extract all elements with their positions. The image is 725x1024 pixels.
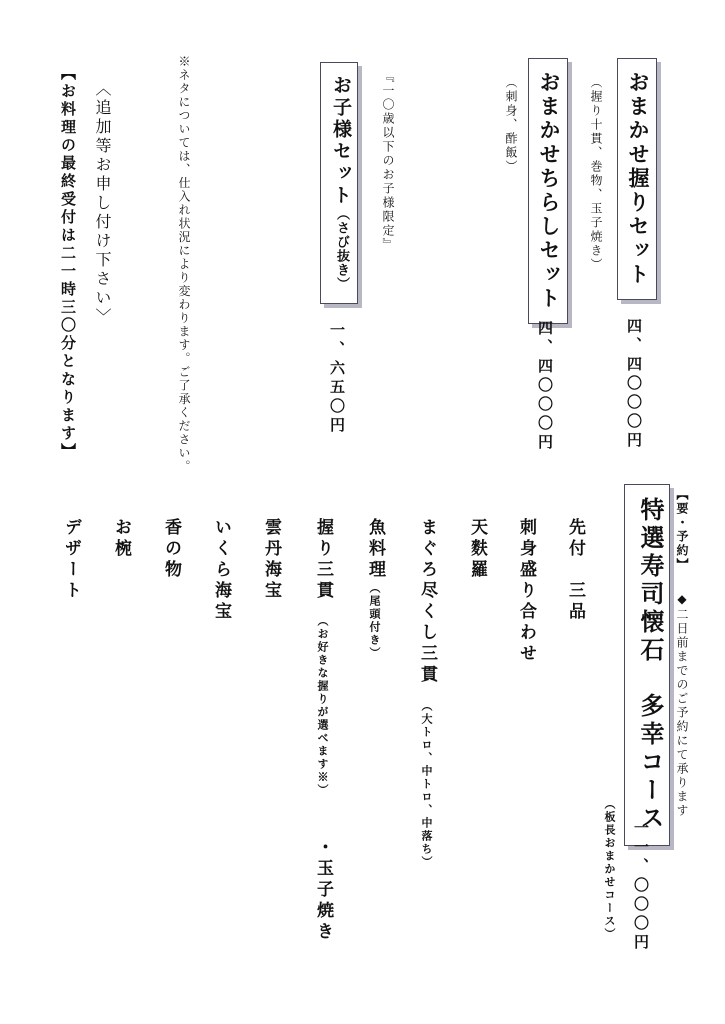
course-item-nigiri-note: （お好きな握りが選べます※） xyxy=(316,615,329,797)
course-item-owan: お椀 xyxy=(111,518,131,560)
course-item-fish: 魚料理 xyxy=(365,518,385,581)
kids-set-age-note: 『一〇歳以下のお子様限定』 xyxy=(381,70,395,252)
nigiri-set-contents: （握り十貫、巻物、玉子焼き） xyxy=(589,76,603,272)
chirashi-set-title: おまかせちらしセット xyxy=(528,58,568,324)
course-item-sakizuke: 先付 三品 xyxy=(565,518,585,623)
kids-set-title-text: お子様セット xyxy=(330,75,352,207)
nigiri-set-title: おまかせ握りセット xyxy=(617,58,657,300)
course-item-nigiri-extra: ・玉子焼き xyxy=(313,838,333,943)
course-item-uni: 雲丹海宝 xyxy=(261,518,281,602)
kids-set-title-sub: （さび抜き） xyxy=(334,207,349,291)
kids-set-price: 一、六五〇円 xyxy=(328,322,346,436)
course-item-dessert: デザート xyxy=(61,518,81,602)
chirashi-set-contents: （刺身、酢飯） xyxy=(504,76,518,174)
course-item-sashimi: 刺身盛り合わせ xyxy=(516,518,536,665)
chirashi-set-price: 四、四〇〇〇円 xyxy=(536,320,554,453)
kids-set-title xyxy=(320,62,358,304)
last-order-note: 【お料理の最終受付は二一時三〇分となります】 xyxy=(59,65,77,461)
course-item-maguro-note: （大トロ、中トロ、中落ち） xyxy=(420,700,433,869)
course-item-fish-note: （尾頭付き） xyxy=(368,582,381,660)
course-item-konomono: 香の物 xyxy=(161,518,181,581)
course-price: 一一、〇〇〇円 xyxy=(632,820,650,953)
reservation-note: ◆二日前までのご予約にて承ります xyxy=(675,592,689,818)
course-price-note: （板長おまかせコース） xyxy=(603,798,616,941)
course-item-tempura: 天麩羅 xyxy=(467,518,487,581)
course-item-nigiri: 握り三貫 xyxy=(313,518,333,602)
neta-note: ※ネタについては、仕入れ状況により変わります。ご了承ください。 xyxy=(177,55,191,474)
course-item-ikura: いくら海宝 xyxy=(211,518,231,623)
course-item-maguro: まぐろ尽くし三貫 xyxy=(417,518,437,686)
nigiri-set-price: 四、四〇〇〇円 xyxy=(625,318,643,451)
course-title: 特選寿司懐石 多幸コース xyxy=(624,484,670,846)
reservation-tag: 【要・予約】 xyxy=(675,488,689,572)
additional-order-note: 〈追加等お申し付け下さい〉 xyxy=(93,80,112,327)
